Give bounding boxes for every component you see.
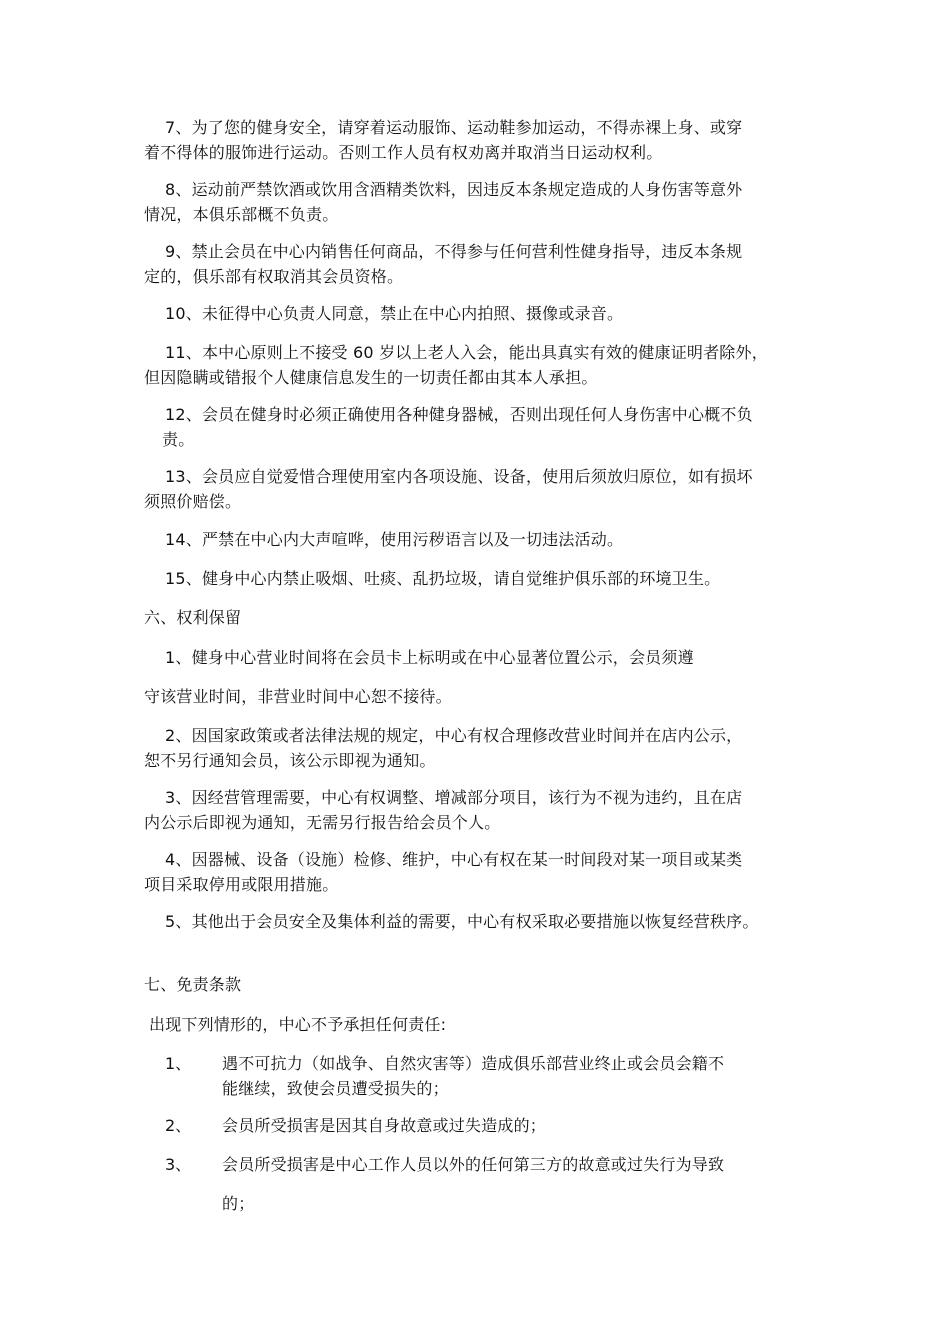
rule-12-line-1: 12、会员在健身时必须正确使用各种健身器械，否则出现任何人身伤害中心概不负 xyxy=(165,405,753,424)
section-7-item-2-line-1: 会员所受损害是因其自身故意或过失造成的； xyxy=(222,1116,547,1135)
section-7-item-1-line-2: 能继续，致使会员遭受损失的； xyxy=(222,1079,449,1098)
section-7-item-3-line-1: 会员所受损害是中心工作人员以外的任何第三方的故意或过失行为导致 xyxy=(222,1155,725,1174)
rule-12-line-2: 责。 xyxy=(162,430,195,449)
rule-7-line-1: 7、为了您的健身安全，请穿着运动服饰、运动鞋参加运动，不得赤裸上身、或穿 xyxy=(165,118,743,137)
section-7-item-1-line-1: 遇不可抗力（如战争、自然灾害等）造成俱乐部营业终止或会员会籍不 xyxy=(222,1054,725,1073)
section-6-item-4-line-2: 项目采取停用或限用措施。 xyxy=(144,875,339,894)
section-6-item-2-line-2: 恕不另行通知会员，该公示即视为通知。 xyxy=(144,751,436,770)
rule-13-line-2: 须照价赔偿。 xyxy=(144,492,242,511)
rule-10-line-1: 10、未征得中心负责人同意，禁止在中心内拍照、摄像或录音。 xyxy=(165,304,624,323)
section-6-heading: 六、权利保留 xyxy=(144,608,242,627)
section-6-item-1-line-2: 守该营业时间，非营业时间中心恕不接待。 xyxy=(144,687,452,706)
section-7-item-3-line-2: 的； xyxy=(222,1194,255,1213)
rule-9-line-1: 9、禁止会员在中心内销售任何商品，不得参与任何营利性健身指导，违反本条规 xyxy=(165,242,743,261)
section-6-item-3-line-2: 内公示后即视为通知，无需另行报告给会员个人。 xyxy=(144,813,501,832)
rule-7-line-2: 着不得体的服饰进行运动。否则工作人员有权劝离并取消当日运动权利。 xyxy=(144,143,663,162)
section-6-item-2-line-1: 2、因国家政策或者法律法规的规定，中心有权合理修改营业时间并在店内公示， xyxy=(165,726,743,745)
section-7-item-2-number: 2、 xyxy=(165,1116,192,1135)
rule-13-line-1: 13、会员应自觉爱惜合理使用室内各项设施、设备，使用后须放归原位，如有损坏 xyxy=(165,467,753,486)
rule-14-line-1: 14、严禁在中心内大声喧哗，使用污秽语言以及一切违法活动。 xyxy=(165,530,624,549)
section-7-heading: 七、免责条款 xyxy=(144,975,242,994)
section-7-item-1-number: 1、 xyxy=(165,1054,192,1073)
section-6-item-3-line-1: 3、因经营管理需要，中心有权调整、增减部分项目，该行为不视为违约，且在店 xyxy=(165,788,743,807)
section-7-item-3-number: 3、 xyxy=(165,1155,192,1174)
section-6-item-4-line-1: 4、因器械、设备（设施）检修、维护，中心有权在某一时间段对某一项目或某类 xyxy=(165,850,743,869)
rule-11-line-2: 但因隐瞒或错报个人健康信息发生的一切责任都由其本人承担。 xyxy=(144,368,598,387)
rule-8-line-2: 情况，本俱乐部概不负责。 xyxy=(144,205,339,224)
rule-8-line-1: 8、运动前严禁饮酒或饮用含酒精类饮料，因违反本条规定造成的人身伤害等意外 xyxy=(165,180,743,199)
section-6-item-1-line-1: 1、健身中心营业时间将在会员卡上标明或在中心显著位置公示，会员须遵 xyxy=(165,648,694,667)
rule-15-line-1: 15、健身中心内禁止吸烟、吐痰、乱扔垃圾，请自觉维护俱乐部的环境卫生。 xyxy=(165,569,721,588)
section-6-item-5-line-1: 5、其他出于会员安全及集体利益的需要，中心有权采取必要措施以恢复经营秩序。 xyxy=(165,912,759,931)
rule-11-line-1: 11、本中心原则上不接受 60 岁以上老人入会，能出具真实有效的健康证明者除外， xyxy=(165,343,768,362)
rule-9-line-2: 定的，俱乐部有权取消其会员资格。 xyxy=(144,267,404,286)
section-7-intro: 出现下列情形的，中心不予承担任何责任: xyxy=(149,1015,447,1034)
